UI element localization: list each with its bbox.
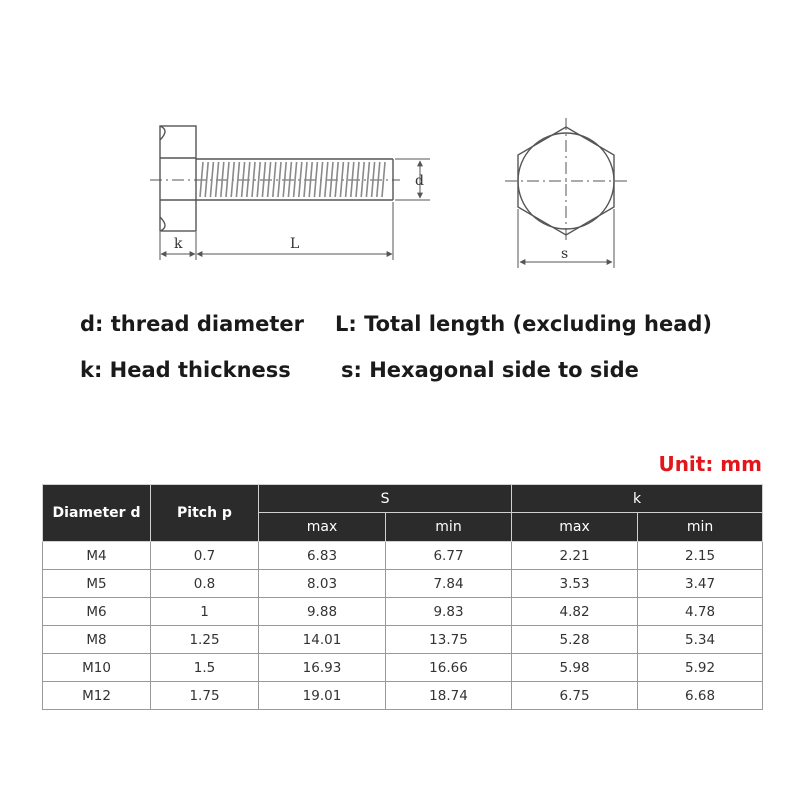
- cell-diameter: M12: [43, 682, 151, 710]
- cell-k-max: 2.21: [512, 542, 638, 570]
- cell-s-max: 8.03: [259, 570, 386, 598]
- cell-s-max: 16.93: [259, 654, 386, 682]
- cell-k-max: 5.28: [512, 626, 638, 654]
- cell-k-min: 5.34: [638, 626, 763, 654]
- table-row: [43, 598, 763, 626]
- table-row: [43, 682, 763, 710]
- cell-pitch: 1.25: [151, 626, 259, 654]
- header-diameter: Diameter d: [43, 485, 151, 542]
- cell-diameter: M5: [43, 570, 151, 598]
- header-k: k: [512, 485, 763, 513]
- header-s-max: max: [259, 513, 386, 542]
- cell-pitch: 1.75: [151, 682, 259, 710]
- header-k-min: min: [638, 513, 763, 542]
- cell-s-min: 13.75: [386, 626, 512, 654]
- header-s: S: [259, 485, 512, 513]
- cell-diameter: M6: [43, 598, 151, 626]
- label-d: d: [415, 173, 424, 189]
- cell-pitch: 1: [151, 598, 259, 626]
- cell-diameter: M10: [43, 654, 151, 682]
- legend-hex-side-to-side: s: Hexagonal side to side: [341, 358, 639, 382]
- thread-line: [382, 162, 385, 197]
- cell-k-min: 5.92: [638, 654, 763, 682]
- cell-pitch: 1.5: [151, 654, 259, 682]
- cell-s-min: 7.84: [386, 570, 512, 598]
- cell-k-min: 3.47: [638, 570, 763, 598]
- cell-s-min: 6.77: [386, 542, 512, 570]
- table-row: [43, 542, 763, 570]
- label-s: s: [561, 246, 569, 262]
- cell-s-min: 16.66: [386, 654, 512, 682]
- cell-s-max: 14.01: [259, 626, 386, 654]
- label-L: L: [290, 236, 300, 252]
- legend-thread-diameter: d: thread diameter: [80, 312, 305, 336]
- cell-s-max: 6.83: [259, 542, 386, 570]
- cell-pitch: 0.8: [151, 570, 259, 598]
- table-row: [43, 654, 763, 682]
- cell-s-min: 18.74: [386, 682, 512, 710]
- thread-line: [273, 162, 276, 197]
- cell-s-max: 9.88: [259, 598, 386, 626]
- bolt-spec-table: [42, 484, 763, 710]
- bolt-technical-drawing: [0, 0, 800, 290]
- table-row: [43, 570, 763, 598]
- cell-pitch: 0.7: [151, 542, 259, 570]
- legend-total-length: L: Total length (excluding head): [335, 312, 712, 336]
- cell-s-min: 9.83: [386, 598, 512, 626]
- table-row: [43, 626, 763, 654]
- cell-diameter: M8: [43, 626, 151, 654]
- cell-k-max: 4.82: [512, 598, 638, 626]
- header-s-min: min: [386, 513, 512, 542]
- legend-head-thickness: k: Head thickness: [80, 358, 291, 382]
- cell-k-max: 6.75: [512, 682, 638, 710]
- header-k-max: max: [512, 513, 638, 542]
- thread-line: [278, 162, 281, 197]
- cell-s-max: 19.01: [259, 682, 386, 710]
- cell-k-min: 4.78: [638, 598, 763, 626]
- cell-k-max: 5.98: [512, 654, 638, 682]
- thread-line: [361, 162, 364, 197]
- unit-label: Unit: mm: [658, 452, 762, 476]
- cell-k-max: 3.53: [512, 570, 638, 598]
- label-k: k: [174, 236, 183, 252]
- cell-k-min: 6.68: [638, 682, 763, 710]
- cell-k-min: 2.15: [638, 542, 763, 570]
- header-pitch: Pitch p: [151, 485, 259, 542]
- thread-line: [366, 162, 369, 197]
- thread-line: [294, 162, 297, 197]
- cell-diameter: M4: [43, 542, 151, 570]
- thread-line: [257, 162, 260, 197]
